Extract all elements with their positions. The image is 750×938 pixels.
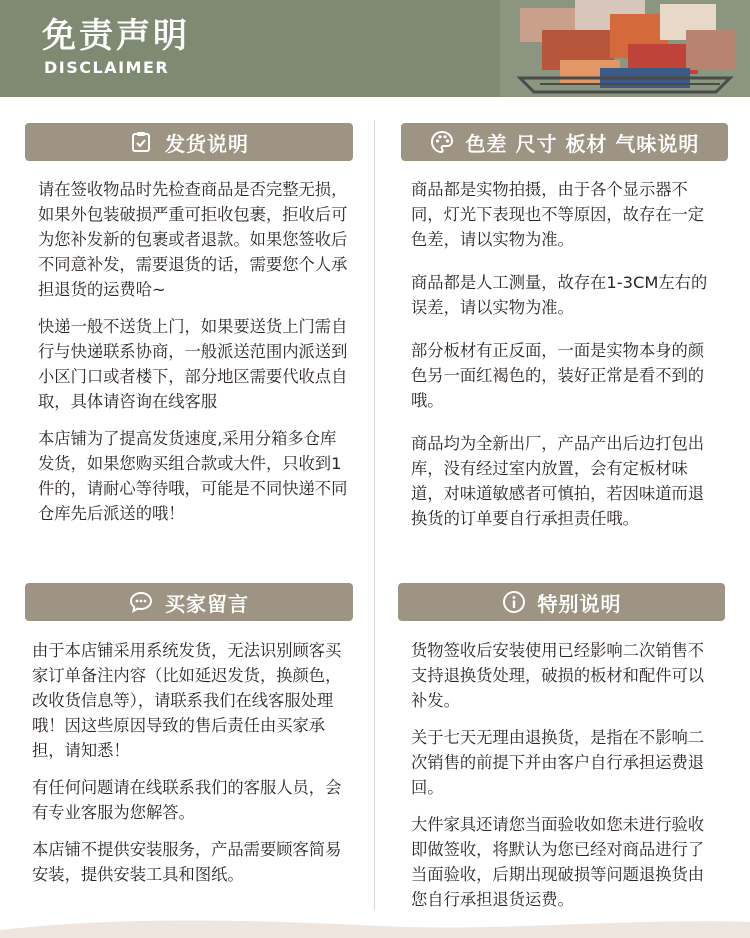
buyer-section-body [32,638,352,899]
bottom-wave-decoration [0,908,750,938]
page-title: 免责声明 [42,16,190,56]
special-section-title: 特别说明 [537,591,622,616]
buyer-paragraph-3: 本店铺不提供安装服务，产品需要顾客简易安装，提供安装工具和图纸。 [32,840,342,884]
special-paragraph-3: 大件家具还请您当面验收如您未进行验收即做签收，将默认为您已经对商品进行了当面验收，后期出现破损等问题退换货由您自行承担退货运费。 [411,815,705,909]
special-section-body [411,638,716,924]
color-section-header [401,123,728,161]
special-section-header [398,583,725,621]
shipping-section-body [38,177,352,538]
column-divider [374,120,375,910]
color-paragraph-4: 商品均为全新出厂，产品产出后边打包出库，没有经过室内放置，会有定板材味道，对味道敏感者可慎拍，若因味道而退换货的订单要自行承担责任哦。 [411,434,705,528]
info-icon [502,590,526,614]
buyer-section-header [25,583,353,621]
buyer-section-title: 买家留言 [165,591,249,616]
page-subtitle: DISCLAIMER [44,58,170,77]
special-paragraph-2: 关于七天无理由退换货，是指在不影响二次销售的前提下并由客户自行承担运费退回。 [411,728,705,797]
buyer-paragraph-2: 有任何问题请在线联系我们的客服人员，会有专业客服为您解答。 [32,778,342,822]
shipping-paragraph-3: 本店铺为了提高发货速度,采用分箱多仓库发货，如果您购买组合款或大件，只收到1件的，请耐心等待哦，可能是不同快递不同仓库先后派送的哦！ [38,429,348,523]
buyer-paragraph-1: 由于本店铺采用系统发货，无法识别顾客买家订单备注内容（比如延迟发货，换颜色，改收货信息等），请联系我们在线客服处理哦！因这些原因导致的售后责任由买家承担，请知悉！ [32,641,342,760]
shipping-section-title: 发货说明 [165,131,249,156]
color-paragraph-1: 商品都是实物拍摄，由于各个显示器不同，灯光下表现也不等原因，故存在一定色差，请以实物为准。 [411,180,705,249]
shipping-paragraph-1: 请在签收物品时先检查商品是否完整无损，如果外包装破损严重可拒收包裹，拒收后可为您补发新的包裹或者退款。如果您签收后不同意补发，需要退货的话，需要您个人承担退货的运费哈~ [38,180,348,299]
shipping-paragraph-2: 快递一般不送货上门，如果要送货上门需自行与快递联系协商，一般派送范围内派送到小区门口或者楼下，部分地区需要代收点自取，具体请咨询在线客服 [38,317,348,411]
color-paragraph-3: 部分板材有正反面，一面是实物本身的颜色另一面红褐色的，装好正常是看不到的哦。 [411,341,705,410]
shipping-section-header [25,123,353,161]
palette-icon [430,130,454,154]
color-paragraph-2: 商品都是人工测量，故存在1-3CM左右的误差，请以实物为准。 [411,273,708,317]
shopping-cart-illustration [480,0,750,97]
color-section-body [411,177,716,543]
special-paragraph-1: 货物签收后安装使用已经影响二次销售不支持退换货处理，破损的板材和配件可以补发。 [411,641,705,710]
header-banner [0,0,750,97]
color-section-title: 色差 尺寸 板材 气味说明 [465,131,700,156]
clipboard-check-icon [129,130,153,154]
chat-bubble-icon [129,590,153,614]
